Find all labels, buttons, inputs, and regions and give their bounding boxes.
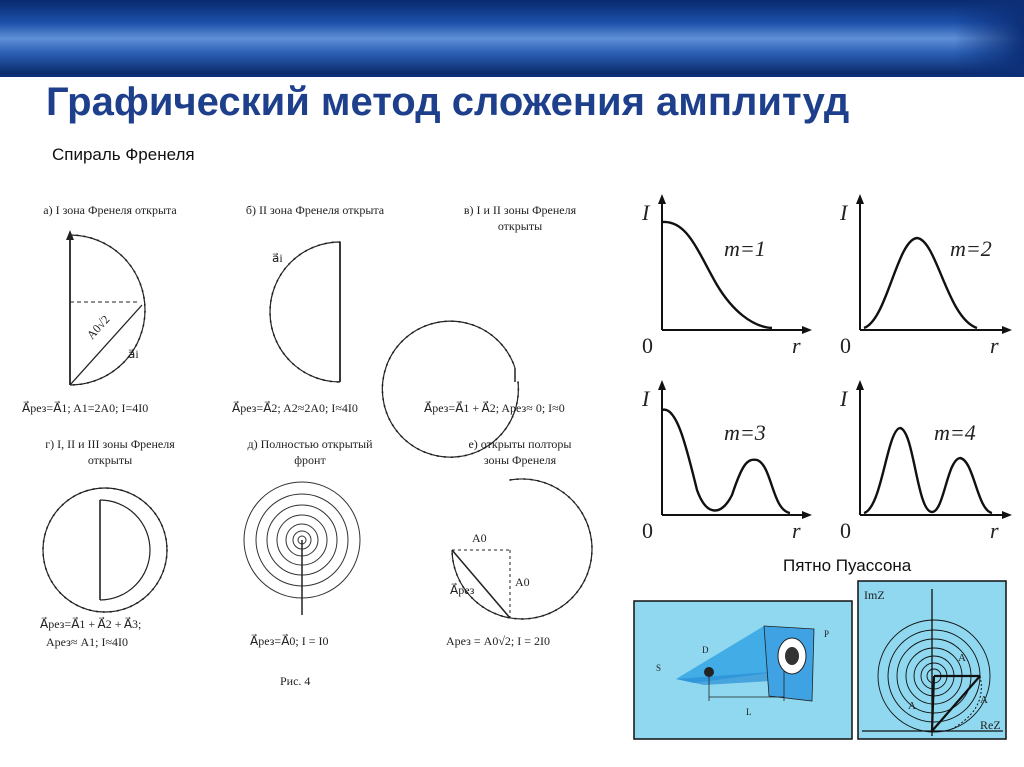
panel-e-heading-1: д) Полностью открытый (247, 437, 373, 451)
poisson-label-l: L (746, 707, 752, 717)
panel-a-formula: A⃗рез=A⃗1; A1=2A0; I=4I0 (22, 401, 149, 415)
plot-m1-m: m=1 (724, 236, 766, 261)
panel-a-label-a0: A0√2 (83, 312, 113, 343)
plot-m3-m: m=3 (724, 420, 766, 445)
panel-a (22, 203, 177, 415)
slide-subtitle: Спираль Френеля (52, 145, 195, 164)
panel-c (382, 203, 576, 457)
plot-m2-ylabel: I (840, 200, 848, 225)
panel-d-heading-2: открыты (87, 453, 133, 467)
plot-m2-m: m=2 (950, 236, 992, 261)
figure-caption: Рис. 4 (280, 674, 311, 688)
panel-c-formula: A⃗рез=A⃗1 + A⃗2; Aрез≈ 0; I≈0 (424, 401, 565, 415)
poisson-label-s: S (656, 663, 662, 673)
panel-c-heading-2: открыты (497, 219, 543, 233)
plot-m1-ylabel: I (642, 200, 650, 225)
panel-b-label-ai: a⃗i (272, 251, 283, 265)
panel-f (446, 437, 592, 648)
phasor-label-a-right: A (980, 694, 988, 706)
panel-d (40, 437, 175, 649)
plot-m4-xlabel: r (990, 518, 999, 543)
panel-b-heading: б) II зона Френеля открыта (245, 203, 385, 217)
slide-title: Графический метод сложения амплитуд (46, 80, 850, 124)
panel-c-heading-1: в) I и II зоны Френеля (463, 203, 577, 217)
intensity-plots (632, 190, 1022, 560)
plot-m3 (641, 380, 812, 543)
plot-m2 (839, 194, 1012, 358)
plot-m2-origin: 0 (840, 333, 851, 358)
panel-b-formula: A⃗рез=A⃗2; A2≈2A0; I≈4I0 (232, 401, 358, 415)
panel-f-label-a0-top: A0 (472, 531, 487, 545)
plot-m2-xlabel: r (990, 333, 999, 358)
panel-f-label-arez: A⃗рез (450, 583, 475, 597)
poisson-label-d: D (702, 645, 709, 655)
panel-a-heading: а) I зона Френеля открыта (43, 203, 177, 217)
plot-m1-xlabel: r (792, 333, 801, 358)
plot-m3-ylabel: I (642, 386, 650, 411)
panel-f-heading-2: зоны Френеля (483, 453, 557, 467)
panel-f-formula: Aрез = A0√2; I = 2I0 (446, 634, 550, 648)
panel-d-formula-2: Aрез≈ A1; I≈4I0 (46, 635, 129, 649)
header-divider (0, 74, 1024, 77)
panel-a-label-ai: a⃗i (128, 347, 139, 361)
panel-e-formula: A⃗рез=A⃗0; I = I0 (250, 634, 329, 648)
panel-e (244, 437, 373, 648)
phasor-label-a-left: A (908, 700, 916, 712)
phasor-label-imz: ImZ (864, 588, 885, 602)
phasor-spiral-diagram (858, 581, 1008, 741)
phasor-label-rez: ReZ (980, 718, 1001, 732)
plot-m3-xlabel: r (792, 518, 801, 543)
panel-f-heading-1: е) открыты полторы (468, 437, 572, 451)
phasor-label-a-top: A (958, 652, 966, 664)
poisson-caption: Пятно Пуассона (783, 556, 912, 575)
poisson-setup-diagram (634, 601, 852, 741)
plot-m3-origin: 0 (642, 518, 653, 543)
panel-b (232, 203, 385, 415)
header-banner (0, 0, 1024, 74)
panel-f-label-a0-right: A0 (515, 575, 530, 589)
plot-m1-origin: 0 (642, 333, 653, 358)
fresnel-spiral-figure (10, 190, 630, 700)
plot-m4-ylabel: I (840, 386, 848, 411)
panel-d-heading-1: г) I, II и III зоны Френеля (45, 437, 175, 451)
plot-m4 (839, 380, 1012, 543)
plot-m4-m: m=4 (934, 420, 976, 445)
plot-m1 (641, 194, 812, 358)
panel-d-formula: A⃗рез=A⃗1 + A⃗2 + A⃗3; (40, 617, 142, 631)
plot-m4-origin: 0 (840, 518, 851, 543)
poisson-label-p: P (824, 629, 830, 639)
panel-e-heading-2: фронт (294, 453, 326, 467)
